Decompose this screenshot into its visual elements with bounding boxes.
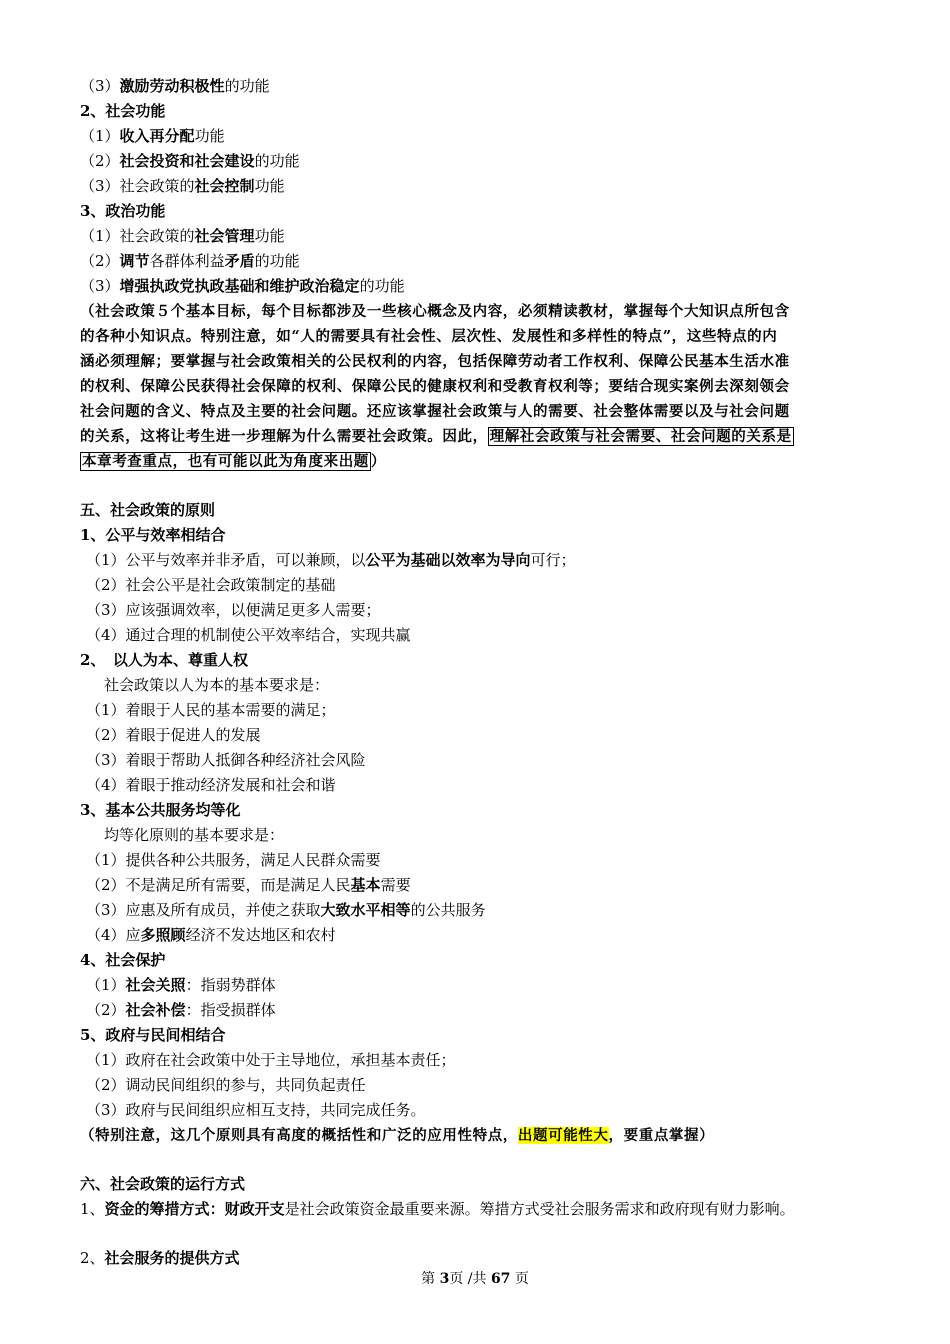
function-item xyxy=(80,74,880,99)
section-title: 五、社会政策的原则 xyxy=(80,501,216,519)
note-line xyxy=(80,424,880,449)
note-line xyxy=(80,1123,880,1148)
bold-term: 社会关照 xyxy=(125,976,186,994)
study-note xyxy=(80,1123,880,1148)
note-text: ，要重点掌握） xyxy=(608,1127,715,1144)
section-title: 六、社会政策的运行方式 xyxy=(80,1175,246,1193)
bold-term: 财政开支 xyxy=(224,1200,285,1218)
boxed-key-point: 本章考查重点，也有可能以此为角度来出题 xyxy=(82,453,369,470)
item-text: 需要 xyxy=(380,876,411,894)
bold-term: 大致水平相等 xyxy=(320,901,411,919)
spacer xyxy=(80,1222,880,1246)
bold-term: 社会服务的提供方式 xyxy=(104,1249,240,1267)
subheading-social-function: 2、社会功能 xyxy=(80,102,166,120)
current-page-number: 3 xyxy=(439,1271,450,1287)
item-number: 2、 xyxy=(80,1249,105,1267)
bold-term: 矛盾 xyxy=(224,252,255,270)
principle-item: （2）调动民间组织的参与，共同负起责任 xyxy=(86,1076,366,1094)
footer-text: 页 /共 xyxy=(449,1271,487,1287)
subheading: 3、基本公共服务均等化 xyxy=(80,801,241,819)
bold-term: 多照顾 xyxy=(140,926,186,944)
item-number: （1） xyxy=(80,127,120,145)
spacer xyxy=(80,1148,880,1172)
item-text: 的公共服务 xyxy=(410,901,486,919)
item-text: （3）社会政策的 xyxy=(80,177,195,195)
note-line: 的权利、保障公民获得社会保障的权利、保障公民的健康权利和受教育权利等；要结合现实案例去深刻领会 xyxy=(80,378,790,395)
principle-item: （1）政府在社会政策中处于主导地位，承担基本责任； xyxy=(86,1051,456,1069)
item-number: （3） xyxy=(80,277,120,295)
note-text: 的关系，这将让考生进一步理解为什么需要社会政策。因此， xyxy=(80,428,488,445)
item-text: ：指受损群体 xyxy=(185,1001,276,1019)
item-text: 功能 xyxy=(254,177,285,195)
principle-item xyxy=(80,898,880,923)
principle-item xyxy=(80,548,880,573)
principle-item xyxy=(80,998,880,1023)
note-line: （社会政策５个基本目标，每个目标都涉及一些核心概念及内容，必须精读教材，掌握每个大知识点所包含 xyxy=(80,303,790,320)
footer-text: 第 xyxy=(421,1271,436,1287)
item-text: 功能 xyxy=(194,127,225,145)
bold-term: 调节 xyxy=(119,252,150,270)
principle-item: （4）通过合理的机制使公平效率结合，实现共赢 xyxy=(86,626,411,644)
principle-item: （3）应该强调效率，以便满足更多人需要； xyxy=(86,601,381,619)
principle-item xyxy=(80,973,880,998)
item-text: （1）公平与效率并非矛盾，可以兼顾，以 xyxy=(86,551,366,569)
bold-term: 社会控制 xyxy=(194,177,255,195)
study-note xyxy=(80,299,880,474)
bold-term: 社会投资和社会建设 xyxy=(119,152,255,170)
item-text: 经济不发达地区和农村 xyxy=(185,926,336,944)
subheading: 5、政府与民间相结合 xyxy=(80,1026,226,1044)
principle-item: （1）着眼于人民的基本需要的满足； xyxy=(86,701,336,719)
item-text: （4）应 xyxy=(86,926,141,944)
spacer xyxy=(80,474,880,498)
note-line xyxy=(80,449,880,474)
function-item xyxy=(80,249,880,274)
item-text: 的功能 xyxy=(224,77,270,95)
function-item xyxy=(80,174,880,199)
item-number: （2） xyxy=(80,152,120,170)
principle-item: （4）着眼于推动经济发展和社会和谐 xyxy=(86,776,336,794)
document-page xyxy=(80,74,880,1271)
note-text: （特别注意，这几个原则具有高度的概括性和广泛的应用性特点， xyxy=(80,1127,518,1144)
page-footer xyxy=(0,1268,950,1288)
function-item xyxy=(80,149,880,174)
item-text: 功能 xyxy=(254,227,285,245)
subheading-political-function: 3、政治功能 xyxy=(80,202,166,220)
item-text: （2）不是满足所有需要，而是满足人民 xyxy=(86,876,351,894)
item-text: 可行； xyxy=(530,551,576,569)
bold-term: 社会管理 xyxy=(194,227,255,245)
function-item xyxy=(80,124,880,149)
bold-term: 收入再分配 xyxy=(119,127,195,145)
principle-item xyxy=(80,873,880,898)
item-text: 是社会政策资金最重要来源。筹措方式受社会服务需求和政府现有财力影响。 xyxy=(284,1200,795,1218)
intro-text: 均等化原则的基本要求是： xyxy=(104,826,285,844)
principle-item: （2）着眼于促进人的发展 xyxy=(86,726,261,744)
item-text: 的功能 xyxy=(254,252,300,270)
total-pages-number: 67 xyxy=(490,1271,511,1287)
subheading: 1、公平与效率相结合 xyxy=(80,526,226,544)
function-item xyxy=(80,224,880,249)
operation-item xyxy=(80,1197,880,1222)
bold-term: 公平为基础以效率为导向 xyxy=(365,551,531,569)
note-line: 涵必须理解；要掌握与社会政策相关的公民权利的内容，包括保障劳动者工作权利、保障公民基本生活水准 xyxy=(80,353,790,370)
item-number: （2） xyxy=(80,252,120,270)
item-number: （2） xyxy=(86,1001,126,1019)
bold-term: 资金的筹措方式 xyxy=(104,1200,210,1218)
bold-term: 社会补偿 xyxy=(125,1001,186,1019)
item-text: 各群体利益 xyxy=(149,252,225,270)
bold-term: 基本 xyxy=(350,876,381,894)
item-number: 1、 xyxy=(80,1200,105,1218)
item-number: （1） xyxy=(86,976,126,994)
item-text: （1）社会政策的 xyxy=(80,227,195,245)
footer-text: 页 xyxy=(514,1271,529,1287)
principle-item: （2）社会公平是社会政策制定的基础 xyxy=(86,576,336,594)
item-text: 的功能 xyxy=(254,152,300,170)
item-text: （3）应惠及所有成员，并使之获取 xyxy=(86,901,321,919)
boxed-key-point: 理解社会政策与社会需要、社会问题的关系是 xyxy=(489,428,792,445)
item-text: ：指弱势群体 xyxy=(185,976,276,994)
item-text: 的功能 xyxy=(359,277,405,295)
note-text: ） xyxy=(370,453,387,470)
intro-text: 社会政策以人为本的基本要求是： xyxy=(104,676,330,694)
principle-item: （1）提供各种公共服务，满足人民群众需要 xyxy=(86,851,381,869)
item-number: （3） xyxy=(80,77,120,95)
principle-item: （3）着眼于帮助人抵御各种经济社会风险 xyxy=(86,751,366,769)
principle-item xyxy=(80,923,880,948)
item-text: ： xyxy=(209,1200,225,1218)
bold-term: 激励劳动积极性 xyxy=(119,77,225,95)
bold-term: 增强执政党执政基础和维护政治稳定 xyxy=(119,277,360,295)
principle-item: （3）政府与民间组织应相互支持，共同完成任务。 xyxy=(86,1101,426,1119)
subheading: 4、社会保护 xyxy=(80,951,166,969)
note-line: 的各种小知识点。特别注意，如“人的需要具有社会性、层次性、发展性和多样性的特点”，这些特点的内 xyxy=(80,328,778,345)
function-item xyxy=(80,274,880,299)
note-line: 社会问题的含义、特点及主要的社会问题。还应该掌握社会政策与人的需要、社会整体需要以及与社会问题 xyxy=(80,403,790,420)
highlighted-text: 出题可能性大 xyxy=(517,1127,609,1144)
subheading: 2、 以人为本、尊重人权 xyxy=(80,651,248,669)
